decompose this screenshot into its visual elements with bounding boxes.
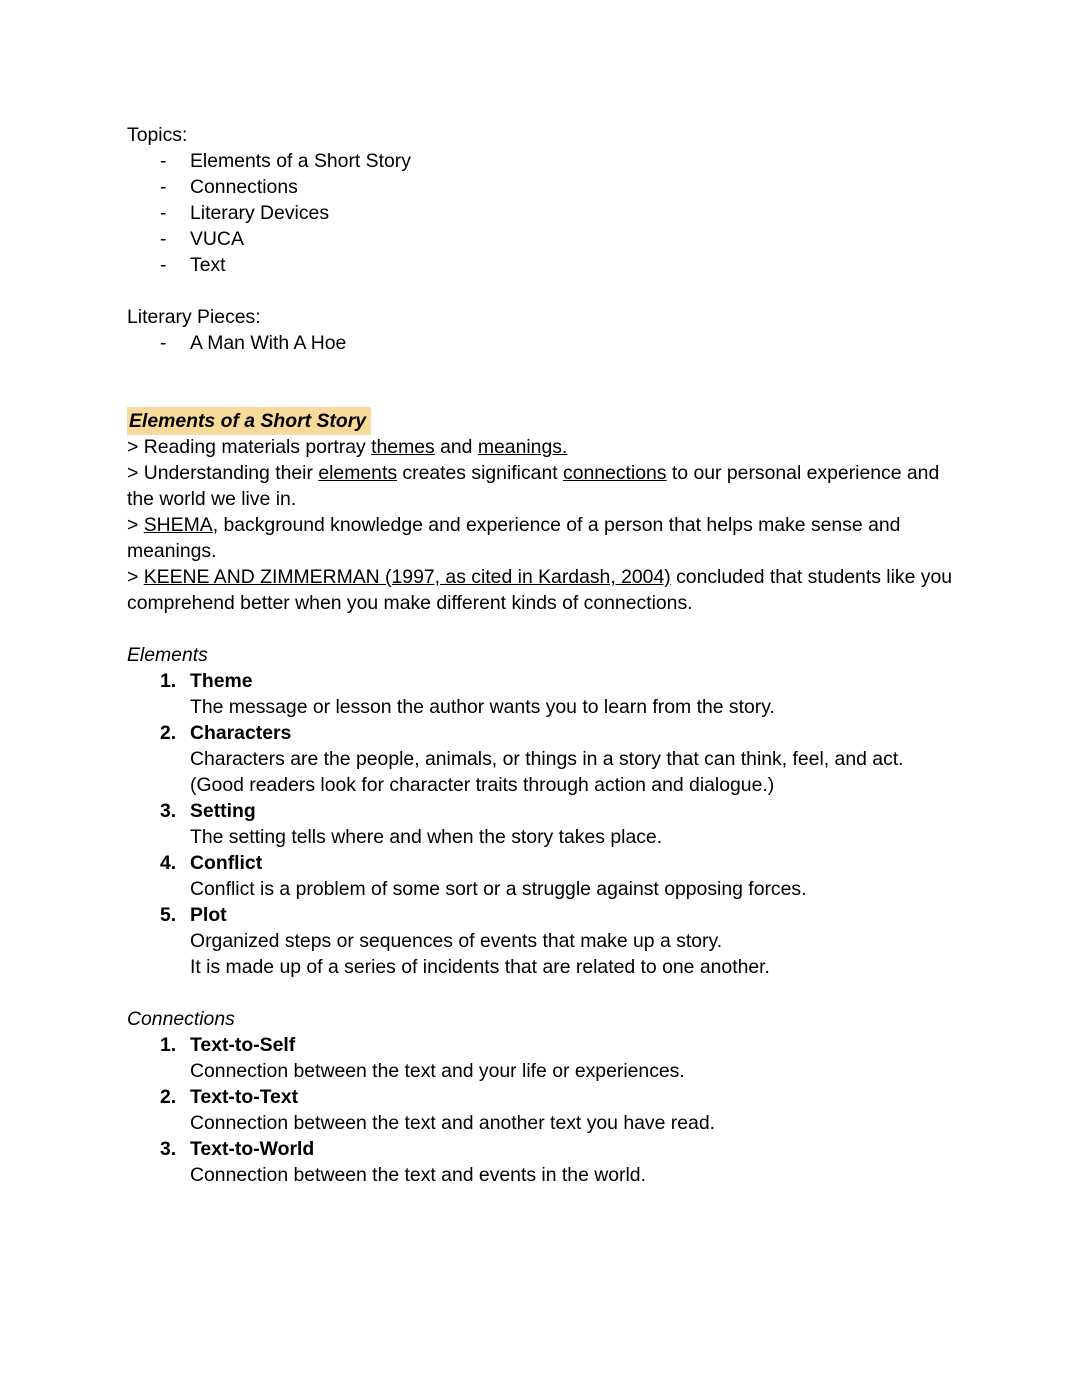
item-number: 1. — [160, 670, 177, 692]
note-underlined-term: meanings. — [477, 436, 568, 458]
note-paragraph — [127, 434, 953, 460]
element-title: Setting — [190, 800, 256, 822]
numbered-item — [127, 798, 953, 824]
note-underlined-term: elements — [318, 462, 398, 484]
item-number: 3. — [160, 800, 177, 822]
spacer — [127, 980, 953, 1006]
note-text: to our personal experience and the world we live in. — [127, 462, 940, 510]
element-title: Plot — [190, 904, 227, 926]
connections-label: Connections — [127, 1008, 235, 1030]
numbered-item — [127, 1136, 953, 1162]
element-title: Conflict — [190, 852, 263, 874]
dash-bullet: - — [160, 332, 167, 354]
list-item — [127, 200, 953, 226]
note-text: > Understanding their — [127, 462, 319, 484]
dash-bullet: - — [160, 150, 167, 172]
numbered-item — [127, 720, 953, 746]
spacer — [127, 278, 953, 304]
note-underlined-term: themes — [371, 436, 435, 458]
element-description: (Good readers look for character traits through action and dialogue.) — [190, 774, 775, 796]
numbered-item — [127, 1032, 953, 1058]
list-item — [127, 252, 953, 278]
literary-pieces-block — [127, 304, 953, 356]
connection-title: Text-to-Self — [190, 1034, 296, 1056]
element-title: Characters — [190, 722, 292, 744]
note-text: creates significant — [397, 462, 564, 484]
note-text: > Reading materials portray — [127, 436, 372, 458]
note-paragraph — [127, 564, 953, 616]
elements-label: Elements — [127, 644, 208, 666]
topic-item: Text — [190, 254, 226, 276]
section-heading — [127, 408, 953, 434]
dash-bullet: - — [160, 228, 167, 250]
spacer — [127, 616, 953, 642]
elements-list-block — [127, 642, 953, 980]
section-notes — [127, 434, 953, 616]
topic-item: Elements of a Short Story — [190, 150, 411, 172]
element-description: Characters are the people, animals, or things in a story that can think, feel, and act. — [190, 748, 904, 770]
note-underlined-term: SHEMA — [143, 514, 213, 536]
numbered-item — [127, 850, 953, 876]
dash-bullet: - — [160, 176, 167, 198]
numbered-item — [127, 668, 953, 694]
element-description: It is made up of a series of incidents that are related to one another. — [190, 956, 770, 978]
note-paragraph — [127, 512, 953, 564]
item-number: 2. — [160, 722, 177, 744]
dash-bullet: - — [160, 254, 167, 276]
connection-description: Connection between the text and another text you have read. — [190, 1112, 715, 1134]
connection-description: Connection between the text and your life or experiences. — [190, 1060, 685, 1082]
literary-pieces-label: Literary Pieces: — [127, 306, 261, 328]
list-item — [127, 226, 953, 252]
note-text: > — [127, 566, 144, 588]
literary-piece-item: A Man With A Hoe — [190, 332, 347, 354]
element-description: Organized steps or sequences of events that make up a story. — [190, 930, 723, 952]
item-number: 5. — [160, 904, 177, 926]
section-heading-text: Elements of a Short Story — [127, 407, 371, 435]
list-item — [127, 174, 953, 200]
topics-block — [127, 122, 953, 278]
list-item — [127, 148, 953, 174]
item-number: 1. — [160, 1034, 177, 1056]
element-description: Conflict is a problem of some sort or a struggle against opposing forces. — [190, 878, 807, 900]
connections-list-block — [127, 1006, 953, 1188]
item-number: 4. — [160, 852, 177, 874]
connection-title: Text-to-Text — [190, 1086, 299, 1108]
dash-bullet: - — [160, 202, 167, 224]
numbered-item — [127, 1084, 953, 1110]
note-text: > — [127, 514, 144, 536]
topic-item: Literary Devices — [190, 202, 330, 224]
connection-title: Text-to-World — [190, 1138, 315, 1160]
note-text: and — [434, 436, 478, 458]
item-number: 2. — [160, 1086, 177, 1108]
element-description: The message or lesson the author wants you to learn from the story. — [190, 696, 775, 718]
item-number: 3. — [160, 1138, 177, 1160]
note-underlined-term: KEENE AND ZIMMERMAN (1997, as cited in Kardash, 2004) — [143, 566, 671, 588]
note-underlined-term: connections — [563, 462, 667, 484]
topics-label: Topics: — [127, 124, 188, 146]
element-title: Theme — [190, 670, 253, 692]
note-paragraph — [127, 460, 953, 512]
connection-description: Connection between the text and events in the world. — [190, 1164, 646, 1186]
list-item — [127, 330, 953, 356]
element-description: The setting tells where and when the story takes place. — [190, 826, 663, 848]
topic-item: Connections — [190, 176, 298, 198]
note-text: concluded that students like you comprehend better when you make different kinds of connections. — [127, 566, 953, 614]
note-text: , background knowledge and experience of a person that helps make sense and meanings. — [127, 514, 901, 562]
numbered-item — [127, 902, 953, 928]
spacer — [127, 356, 953, 408]
topic-item: VUCA — [190, 228, 244, 250]
